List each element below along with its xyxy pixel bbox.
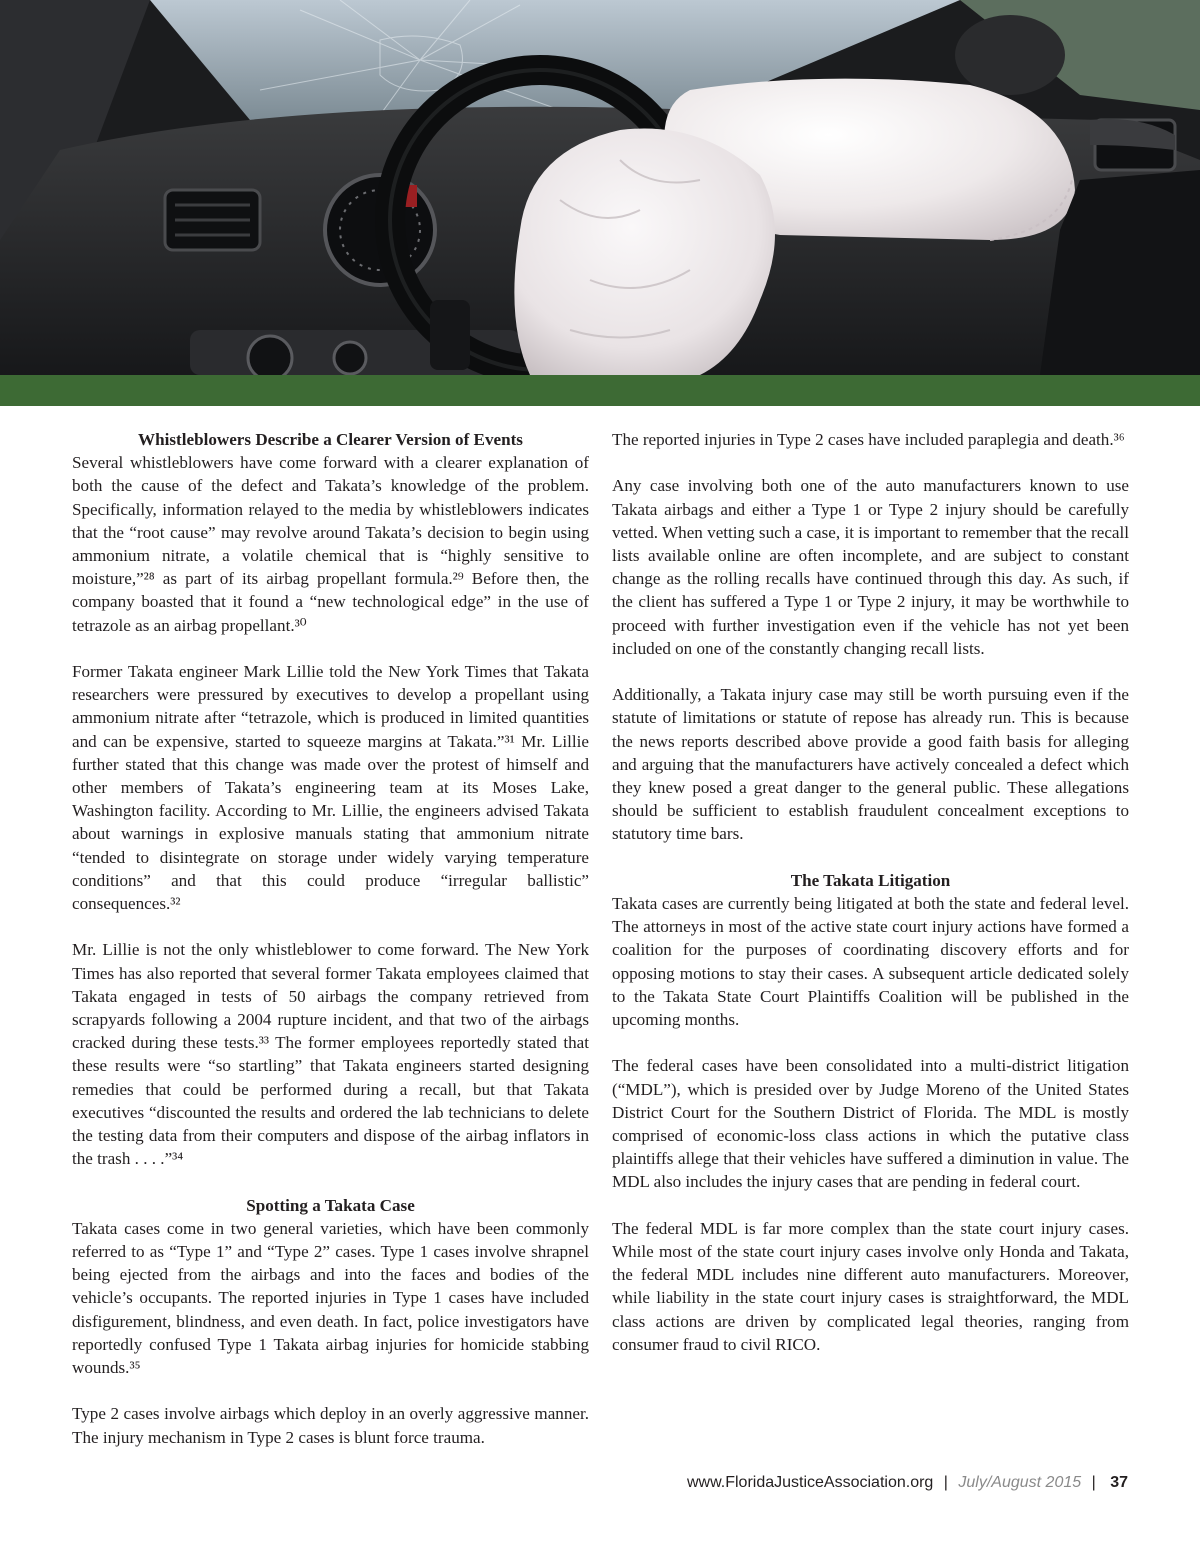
paragraph: Takata cases come in two general varieties, which have been commonly referred to as “Type 1” and “Type 2” cases. Type 1 cases involve shrapnel being ejected from the airbags and into the faces and bodies of the vehicle’s occupants. The reported injuries in Type 1 cases have included disfigurement, blindness, and even death. In fact, police investigators have reportedly confused Type 1 Takata airbag injuries for homicide stabbing wounds.³⁵ <box>72 1218 589 1378</box>
issue-date: July/August 2015 <box>958 1474 1082 1491</box>
paragraph: The reported injuries in Type 2 cases have included paraplegia and death.³⁶ <box>612 430 1125 449</box>
paragraph: Several whistleblowers have come forward with a clearer explanation of both the cause of the defect and Takata’s knowledge of the problem. Specifically, information relayed to the media by whistleblowers indicates that the “root cause” may revolve around Takata’s decision to begin using ammonium nitrate, a volatile chemical that is “highly sensitive to moisture,”²⁸ as part of its airbag propellant formula.²⁹ Before then, the company boasted that it found a “new technological edge” in the use of tetrazole as an airbag propellant.³⁰ <box>72 453 589 635</box>
paragraph: Additionally, a Takata injury case may still be worth pursuing even if the statute of limitations or statute of repose has already run. This is because the news reports described above provide a good faith basis for alleging and arguing that the manufacturers have actively concealed a defect which they knew posed a great danger to the general public. These allegations should be sufficient to establish fraudulent concealment exceptions to statutory time bars. <box>612 685 1129 844</box>
paragraph: Any case involving both one of the auto manufacturers known to use Takata airbags and either a Type 1 or Type 2 injury should be carefully vetted. When vetting such a case, it is important to remember that the recall lists available online are often incomplete, and are subject to constant change as the rolling recalls have continued through this day. As such, if the client has suffered a Type 1 or Type 2 injury, it may be worthwhile to proceed with further investigation even if the vehicle has not yet been included on one of the constantly changing recall lists. <box>612 476 1129 658</box>
page-footer <box>687 1474 1128 1492</box>
paragraph: The federal MDL is far more complex than the state court injury cases. While most of the state court injury cases involve only Honda and Takata, the federal MDL includes nine different auto manufacturers. Moreover, while liability in the state court injury cases is straightforward, the MDL class actions are driven by complicated legal theories, ranging from consumer fraud to civil RICO. <box>612 1218 1129 1354</box>
heading-takata-litigation: The Takata Litigation <box>790 870 951 890</box>
right-column <box>612 428 1129 1356</box>
heading-spotting-case: Spotting a Takata Case <box>246 1195 415 1215</box>
left-column <box>72 428 589 1449</box>
paragraph: Mr. Lillie is not the only whistleblower to come forward. The New York Times has also reported that several former Takata employees claimed that Takata engaged in tests of 50 airbags the company retrieved from scrapyards following a 2004 rupture incident, and that two of the airbags cracked during these tests.³³ The former employees reportedly stated that these results were “so startling” that Takata engineers started designing remedies that could be performed during a recall, but that Takata executives “discounted the results and ordered the lab technicians to delete the testing data from their computers and dispose of the airbag inflators in the trash . . . .”³⁴ <box>72 940 589 1169</box>
footer-separator: | <box>943 1474 948 1491</box>
website-link[interactable]: www.FloridaJusticeAssociation.org <box>687 1474 934 1491</box>
car-interior-illustration <box>0 0 1200 375</box>
heading-whistleblowers: Whistleblowers Describe a Clearer Version of Events <box>138 430 523 449</box>
paragraph: Type 2 cases involve airbags which deploy in an overly aggressive manner. The injury mechanism in Type 2 cases is blunt force trauma. <box>72 1404 589 1447</box>
footer-separator: | <box>1091 1474 1096 1491</box>
paragraph: Former Takata engineer Mark Lillie told the New York Times that Takata researchers were pressured by executives to develop a propellant using ammonium nitrate after “tetrazole, which is produced in limited quantities and can be expensive, started to squeeze margins at Takata.”³¹ Mr. Lillie further stated that this change was made over the protest of himself and other members of Takata’s engineering team at its Moses Lake, Washington facility. According to Mr. Lillie, the engineers advised Takata about warnings in explosive manuals stating that ammonium nitrate “tended to disintegrate on storage under widely varying temperature conditions” and that this could produce “irregular ballistic” consequences.³² <box>72 662 589 914</box>
header-photo <box>0 0 1200 375</box>
green-divider-band <box>0 375 1200 406</box>
page-number: 37 <box>1110 1474 1128 1491</box>
paragraph: The federal cases have been consolidated into a multi-district litigation (“MDL”), which is presided over by Judge Moreno of the United States District Court for the Southern District of Florida. The MDL is mostly comprised of economic-loss class actions in which the putative class plaintiffs allege that their vehicles have suffered a diminution in value. The MDL also includes the injury cases that are pending in federal court. <box>612 1056 1129 1192</box>
paragraph: Takata cases are currently being litigated at both the state and federal level. The attorneys in most of the active state court injury actions have formed a coalition for the purposes of coordinating discovery efforts and for opposing motions to stay their cases. A subsequent article dedicated solely to the Takata State Court Plaintiffs Coalition will be published in the upcoming months. <box>612 894 1129 1030</box>
